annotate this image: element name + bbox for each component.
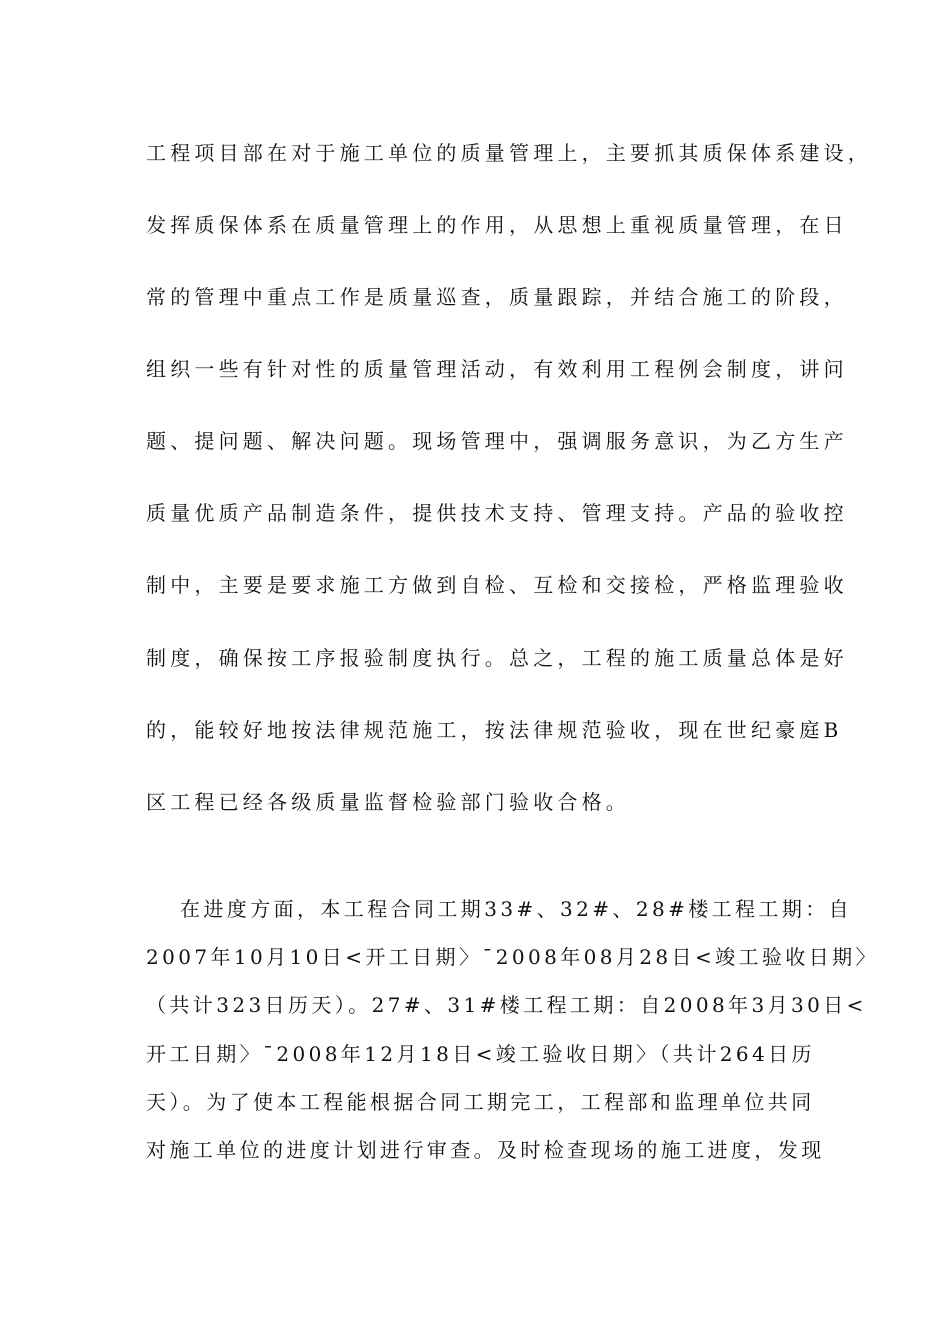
text-line: 常的管理中重点工作是质量巡查，质量跟踪，并结合施工的阶段， <box>146 285 848 309</box>
text-line: 天）。为了使本工程能根据合同工期完工，工程部和监理单位共同 <box>146 1090 815 1114</box>
text-line: （共计323日历天）。27#、31#楼工程工期：自2008年3月30日< <box>146 993 867 1017</box>
text-line: 区工程已经各级质量监督检验部门验收合格。 <box>146 790 630 814</box>
text-line: 开工日期〉¯2008年12月18日<竣工验收日期〉（共计264日历 <box>146 1042 815 1066</box>
text-line: 2007年10月10日<开工日期〉¯2008年08月28日<竣工验收日期〉 <box>146 945 879 969</box>
text-line: 制度，确保按工序报验制度执行。总之，工程的施工质量总体是好 <box>146 646 848 670</box>
text-line: 制中，主要是要求施工方做到自检、互检和交接检，严格监理验收 <box>146 573 848 597</box>
text-line: 的，能较好地按法律规范施工，按法律规范验收，现在世纪豪庭B <box>146 718 843 742</box>
text-line: 对施工单位的进度计划进行审查。及时检查现场的施工进度，发现 <box>146 1138 825 1162</box>
text-line: 组织一些有针对性的质量管理活动，有效利用工程例会制度，讲问 <box>146 357 848 381</box>
text-line: 质量优质产品制造条件，提供技术支持、管理支持。产品的验收控 <box>146 501 848 525</box>
text-line: 题、提问题、解决问题。现场管理中，强调服务意识，为乙方生产 <box>146 429 848 453</box>
text-line: 发挥质保体系在质量管理上的作用，从思想上重视质量管理，在日 <box>146 213 848 237</box>
text-line: 工程项目部在对于施工单位的质量管理上，主要抓其质保体系建设， <box>146 141 872 165</box>
text-line: 在进度方面，本工程合同工期33#、32#、28#楼工程工期：自 <box>180 897 853 921</box>
